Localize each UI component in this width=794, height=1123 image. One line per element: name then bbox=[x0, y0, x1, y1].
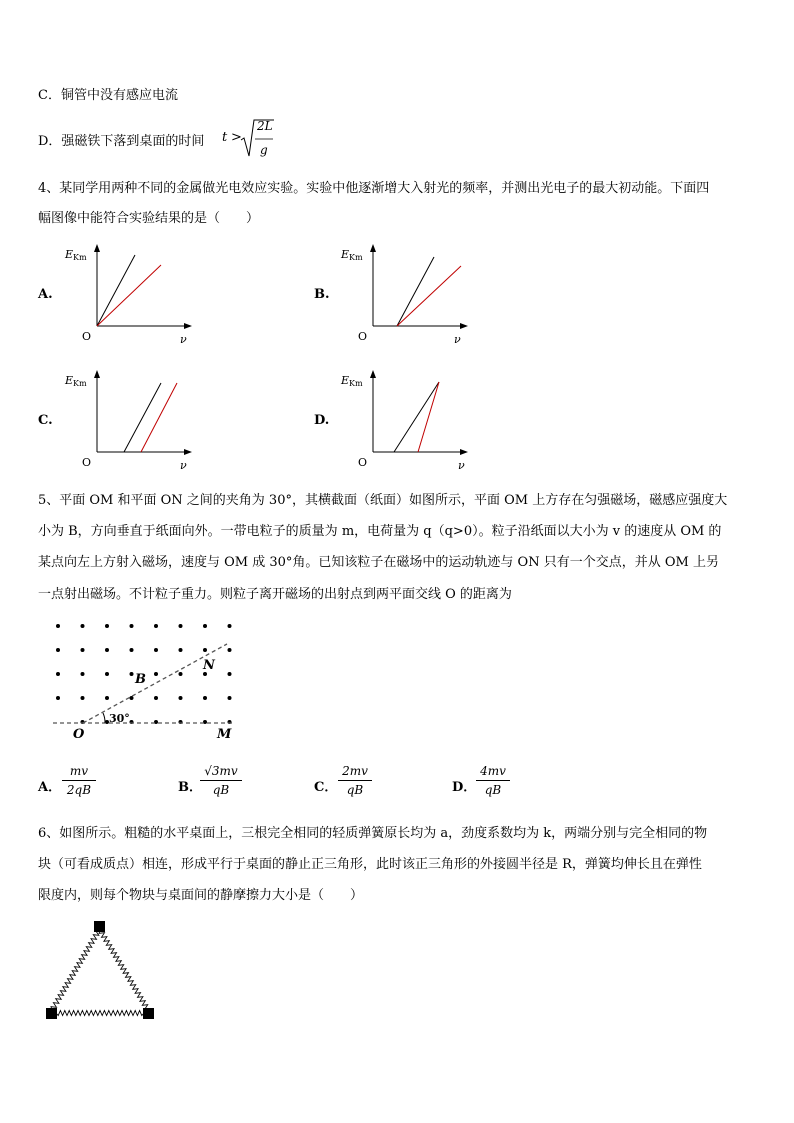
q4-option-a-label: A. bbox=[38, 287, 53, 302]
q5-choice-b-fraction bbox=[200, 764, 242, 797]
field-dot bbox=[130, 696, 134, 700]
numerator: 2mv bbox=[342, 764, 368, 778]
spring bbox=[51, 930, 99, 1010]
field-dot bbox=[179, 672, 183, 676]
denominator: 2qB bbox=[66, 783, 92, 797]
sqrt-numerator: 2L bbox=[257, 119, 273, 133]
sqrt-denominator: g bbox=[260, 143, 268, 157]
numerator: 4mv bbox=[480, 764, 506, 778]
axis-y-sub: Km bbox=[349, 253, 363, 262]
field-dot bbox=[130, 624, 134, 628]
time-variable: t bbox=[222, 130, 228, 145]
axis-y-label: E bbox=[341, 248, 350, 261]
spring bbox=[56, 1011, 144, 1016]
field-dot bbox=[179, 696, 183, 700]
axis-x-label: ν bbox=[458, 459, 465, 472]
q4-line-2: 幅图像中能符合实验结果的是（ ） bbox=[38, 211, 260, 226]
origin-label: O bbox=[82, 330, 92, 343]
q5-line-4: 一点射出磁场。不计粒子重力。则粒子离开磁场的出射点到两平面交线 O 的距离为 bbox=[38, 587, 512, 602]
q5-choice-c-label: C． bbox=[314, 780, 338, 795]
option-d-inequality bbox=[222, 116, 282, 162]
block-left bbox=[46, 1008, 57, 1019]
greater-than: > bbox=[231, 130, 242, 145]
field-dot bbox=[56, 624, 60, 628]
field-dot bbox=[130, 648, 134, 652]
axis-y-sub: Km bbox=[73, 253, 87, 262]
field-dot bbox=[203, 624, 207, 628]
field-dot bbox=[105, 672, 109, 676]
q5-choice-c-fraction bbox=[338, 764, 372, 797]
denominator: qB bbox=[484, 783, 502, 797]
option-d-prev: D．强磁铁下落到桌面的时间 bbox=[38, 134, 205, 149]
axis-y-label: E bbox=[65, 374, 74, 387]
field-dot bbox=[154, 624, 158, 628]
q4-option-c-label: C. bbox=[38, 413, 53, 428]
field-dot bbox=[203, 696, 207, 700]
field-dot bbox=[56, 696, 60, 700]
label-n: N bbox=[203, 658, 215, 673]
origin-label: O bbox=[82, 456, 92, 469]
q4-graph-c bbox=[60, 366, 200, 476]
field-dot bbox=[81, 696, 85, 700]
q6-line-1: 6、如图所示。粗糙的水平桌面上，三根完全相同的轻质弹簧原长均为 a，劲度系数均为 k，两端分别与完全相同的物 bbox=[38, 826, 708, 841]
field-dot bbox=[105, 696, 109, 700]
field-dot bbox=[179, 624, 183, 628]
q4-graph-b bbox=[336, 240, 476, 350]
label-angle: 30° bbox=[109, 712, 130, 725]
q4-line-1: 4、某同学用两种不同的金属做光电效应实验。实验中他逐渐增大入射光的频率，并测出光电子的最大初动能。下面四 bbox=[38, 181, 710, 196]
field-dot bbox=[81, 672, 85, 676]
axis-y-sub: Km bbox=[349, 379, 363, 388]
q5-line-1: 5、平面 OM 和平面 ON 之间的夹角为 30°，其横截面（纸面）如图所示，平面 OM 上方存在匀强磁场，磁感应强度大 bbox=[38, 493, 728, 508]
block-right bbox=[143, 1008, 154, 1019]
field-dot bbox=[56, 672, 60, 676]
field-dot bbox=[81, 624, 85, 628]
axis-y-label: E bbox=[65, 248, 74, 261]
spring bbox=[99, 930, 148, 1010]
field-dot bbox=[130, 672, 134, 676]
axis-x-label: ν bbox=[180, 333, 187, 346]
field-dot bbox=[154, 648, 158, 652]
field-dot bbox=[179, 648, 183, 652]
block-top bbox=[94, 921, 105, 932]
denominator: qB bbox=[346, 783, 364, 797]
field-dot bbox=[154, 672, 158, 676]
field-dot bbox=[81, 648, 85, 652]
q5-magnetic-field-figure bbox=[45, 612, 245, 742]
option-c-prev: C．铜管中没有感应电流 bbox=[38, 88, 178, 103]
field-dot bbox=[105, 648, 109, 652]
field-dot bbox=[203, 648, 207, 652]
q6-line-3: 限度内，则每个物块与桌面间的静摩擦力大小是（ ） bbox=[38, 888, 364, 903]
q6-line-2: 块（可看成质点）相连，形成平行于桌面的静止正三角形，此时该正三角形的外接圆半径是 R，弹簧均伸长且在弹性 bbox=[38, 857, 702, 872]
denominator: qB bbox=[212, 783, 230, 797]
q5-choice-a-label: A． bbox=[38, 780, 62, 795]
q5-line-3: 某点向左上方射入磁场，速度与 OM 成 30°角。已知该粒子在磁场中的运动轨迹与 ON 只有一个交点，并从 OM 上另 bbox=[38, 555, 719, 570]
q4-option-d-label: D. bbox=[314, 413, 330, 428]
origin-label: O bbox=[358, 330, 368, 343]
label-m: M bbox=[217, 727, 232, 742]
numerator: √3mv bbox=[204, 764, 238, 778]
label-o: O bbox=[73, 727, 85, 742]
q4-graph-a bbox=[60, 240, 200, 350]
numerator: mv bbox=[69, 764, 89, 778]
axis-y-sub: Km bbox=[73, 379, 87, 388]
field-dot bbox=[228, 648, 232, 652]
axis-x-label: ν bbox=[454, 333, 461, 346]
q5-choice-a-fraction bbox=[62, 764, 96, 797]
q5-choice-d-fraction bbox=[476, 764, 510, 797]
field-dot bbox=[228, 624, 232, 628]
q5-choice-d-label: D． bbox=[452, 780, 477, 795]
field-dot bbox=[228, 696, 232, 700]
origin-label: O bbox=[358, 456, 368, 469]
sqrt-sign-icon bbox=[222, 116, 282, 162]
q6-spring-triangle-figure bbox=[40, 918, 170, 1028]
q4-option-b-label: B. bbox=[314, 287, 330, 302]
q5-line-2: 小为 B，方向垂直于纸面向外。一带电粒子的质量为 m，电荷量为 q（q>0）。粒子沿纸面以大小为 v 的速度从 OM 的 bbox=[38, 524, 722, 539]
label-b: B bbox=[135, 672, 146, 687]
field-dot bbox=[228, 672, 232, 676]
axis-y-label: E bbox=[341, 374, 350, 387]
axis-x-label: ν bbox=[180, 459, 187, 472]
field-dot bbox=[154, 696, 158, 700]
field-dot bbox=[56, 648, 60, 652]
q4-graph-d bbox=[336, 366, 476, 476]
q5-choice-b-label: B． bbox=[178, 780, 202, 795]
field-dot bbox=[105, 624, 109, 628]
